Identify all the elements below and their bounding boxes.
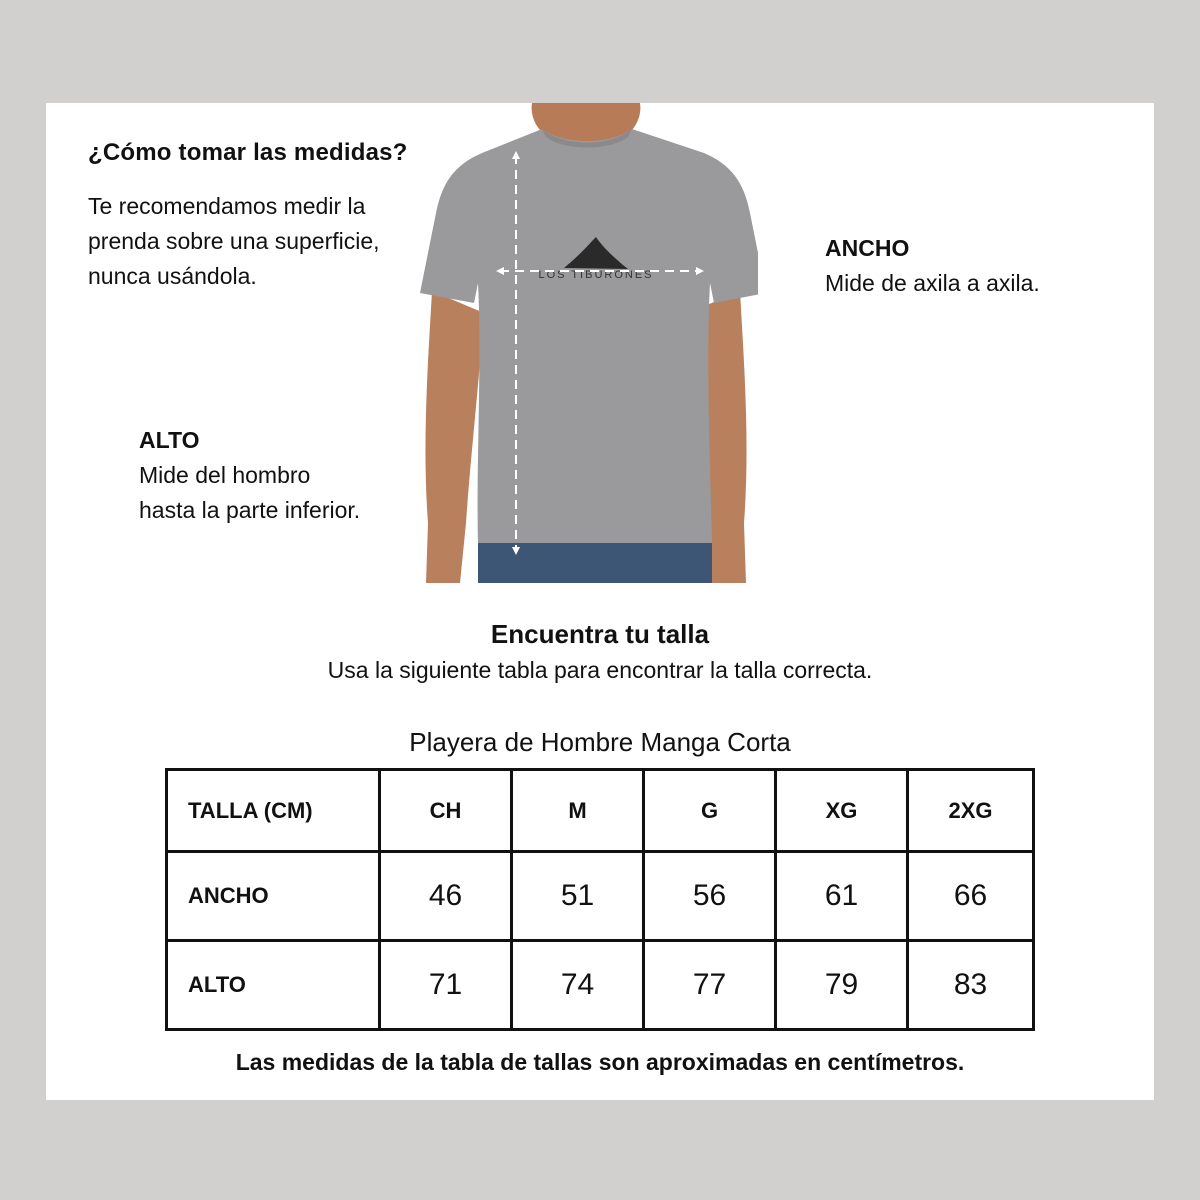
how-to-measure-text (88, 189, 428, 294)
table-cell: 51 (512, 852, 644, 941)
left-arm (425, 291, 484, 583)
alto-line: hasta la parte inferior. (139, 497, 361, 523)
ancho-label: ANCHO (825, 235, 910, 261)
table-cell: 74 (512, 941, 644, 1030)
shirt-brand-text: LOS TIBURONES (538, 269, 654, 281)
how-to-line: nunca usándola. (88, 263, 257, 289)
table-cell: 77 (644, 941, 776, 1030)
table-cell: 83 (908, 941, 1034, 1030)
find-size-subtitle: Usa la siguiente tabla para encontrar la talla correcta. (327, 657, 873, 683)
header-cell-talla: TALLA (CM) (167, 770, 380, 852)
alto-line: Mide del hombro (139, 462, 311, 488)
alto-instructions (139, 423, 360, 528)
how-to-line: prenda sobre una superficie, (88, 228, 380, 254)
header-cell-size: XG (776, 770, 908, 852)
size-guide-card (46, 103, 1154, 1100)
table-cell: 46 (380, 852, 512, 941)
table-cell: 56 (644, 852, 776, 941)
header-cell-size: CH (380, 770, 512, 852)
size-table (165, 768, 1035, 1031)
ancho-instructions (825, 231, 1040, 301)
table-row (167, 941, 1034, 1030)
row-label-alto: ALTO (167, 941, 380, 1030)
alto-label: ALTO (139, 427, 200, 453)
size-table-header-row (167, 770, 1034, 852)
ancho-text: Mide de axila a axila. (825, 270, 1040, 296)
how-to-line: Te recomendamos medir la (88, 193, 366, 219)
table-cell: 61 (776, 852, 908, 941)
table-cell: 66 (908, 852, 1034, 941)
table-cell: 71 (380, 941, 512, 1030)
header-cell-size: 2XG (908, 770, 1034, 852)
header-cell-size: G (644, 770, 776, 852)
table-row (167, 852, 1034, 941)
how-to-measure-title: ¿Cómo tomar las medidas? (88, 139, 408, 166)
tshirt-model-image (414, 103, 758, 583)
find-size-title: Encuentra tu talla (490, 619, 710, 649)
table-cell: 79 (776, 941, 908, 1030)
size-table-footnote: Las medidas de la tabla de tallas son aproximadas en centímetros. (235, 1049, 965, 1075)
row-label-ancho: ANCHO (167, 852, 380, 941)
jeans (478, 543, 712, 583)
header-cell-size: M (512, 770, 644, 852)
size-table-title: Playera de Hombre Manga Corta (409, 727, 791, 757)
